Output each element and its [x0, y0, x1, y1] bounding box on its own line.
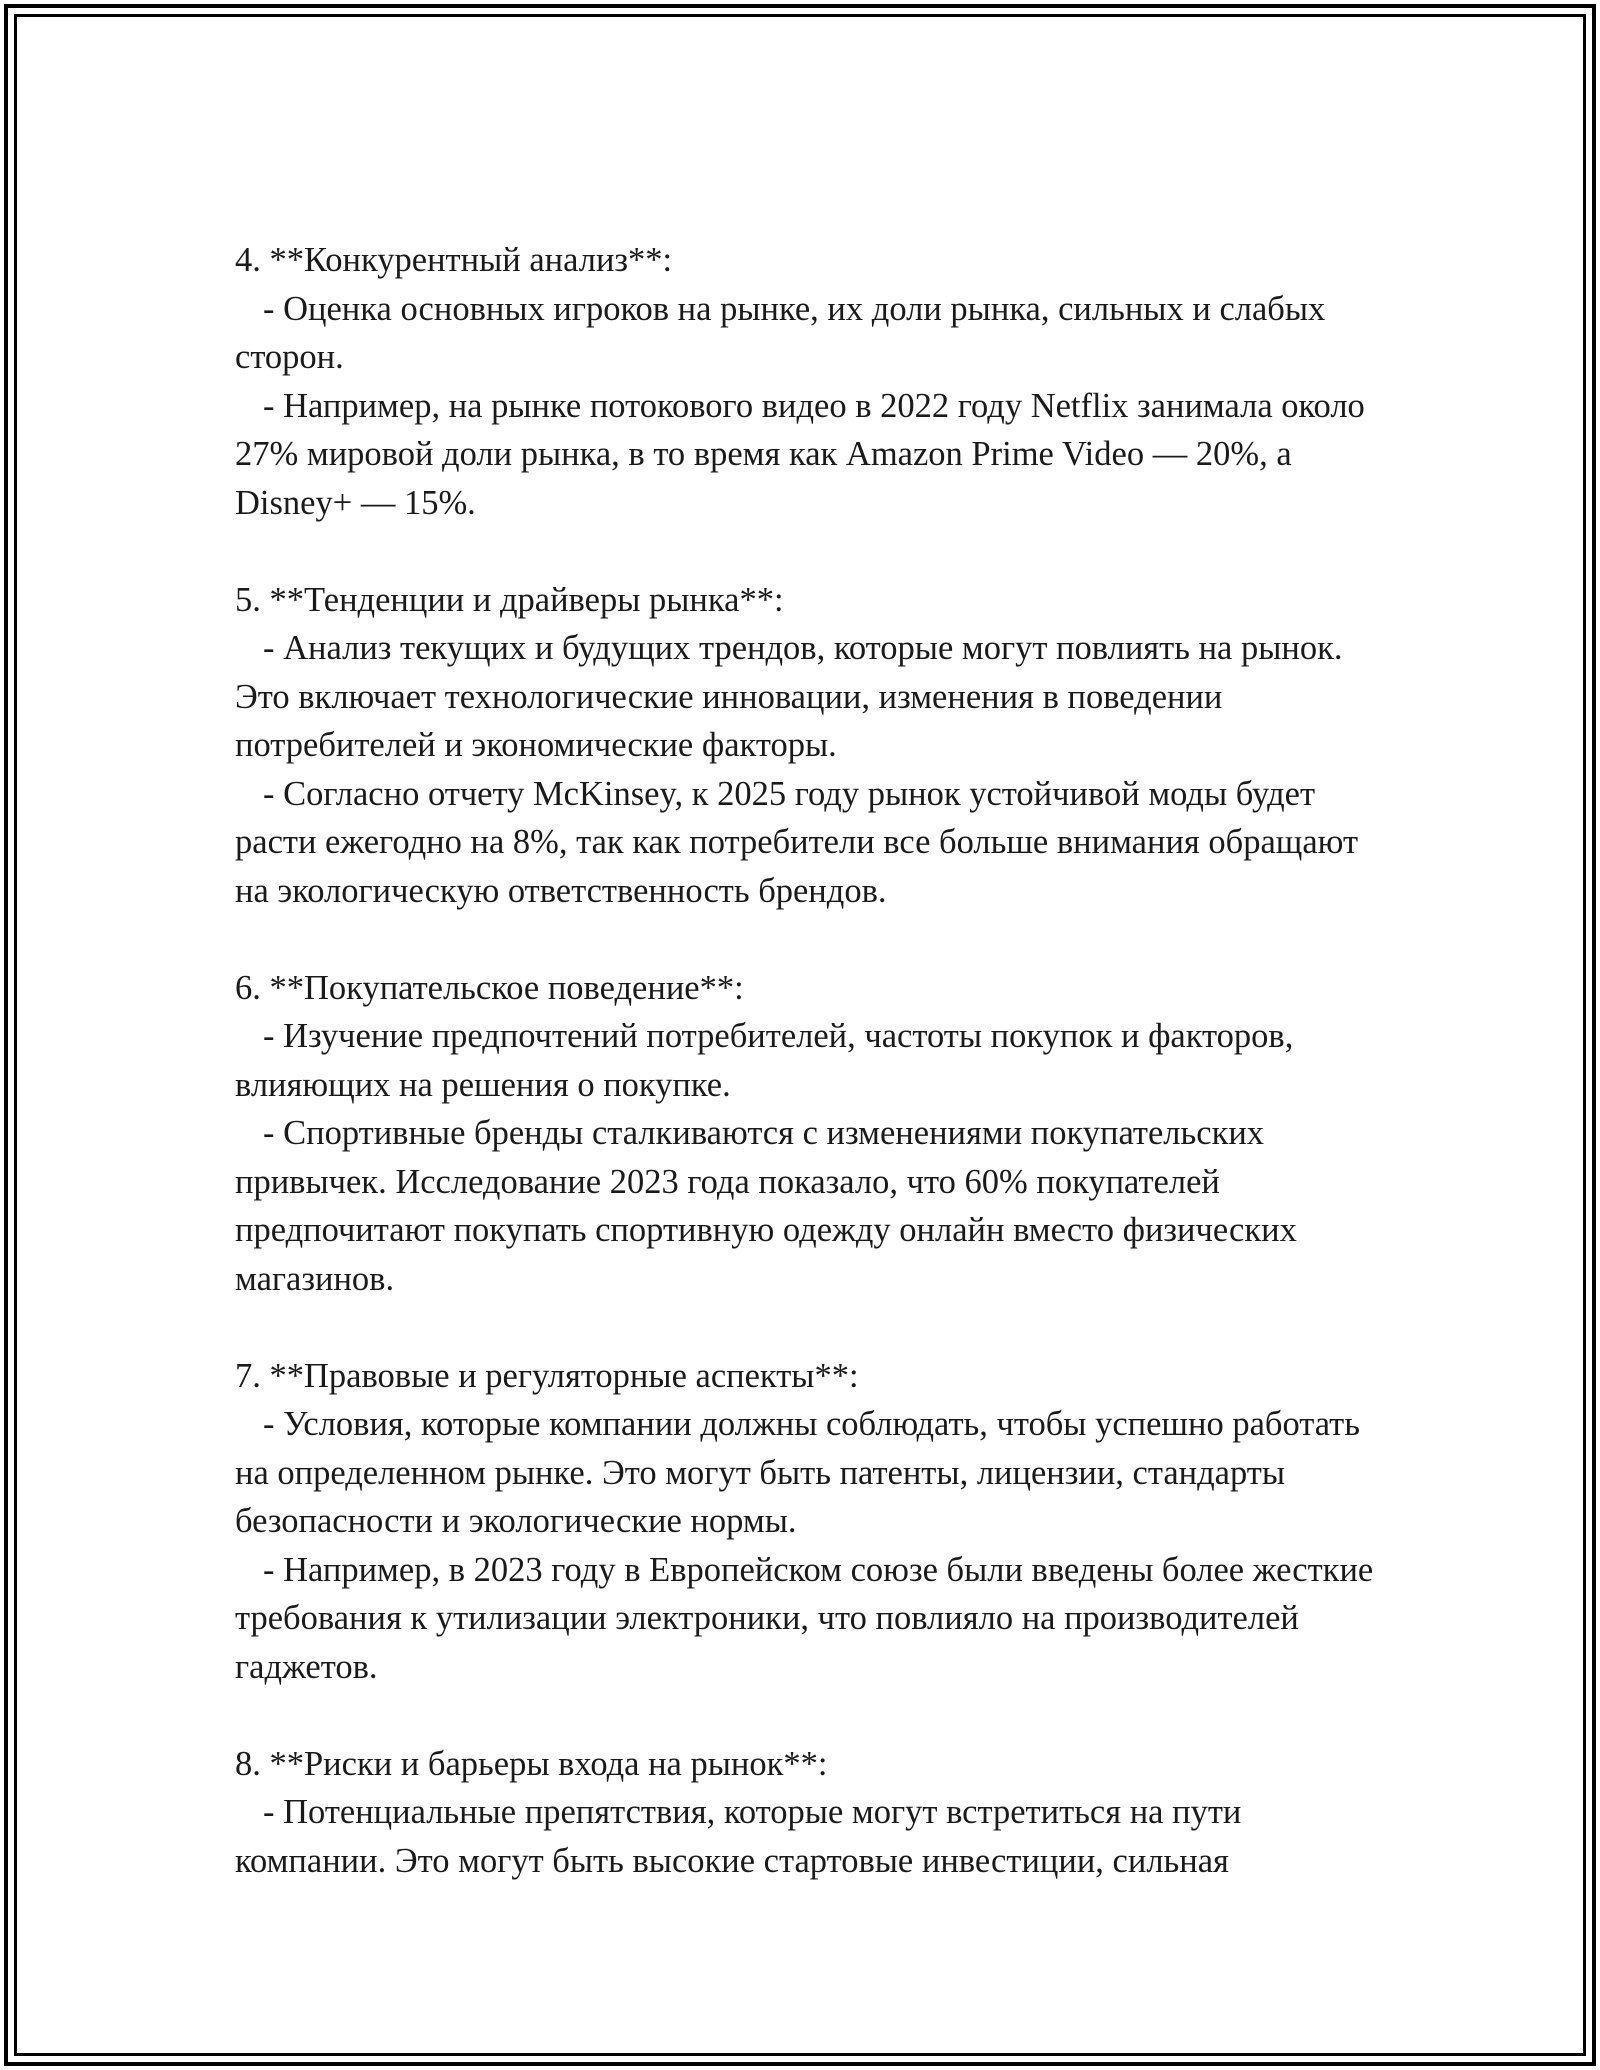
bullet-text: - Потенциальные препятствия, которые могут встретиться на пути компании. Это могут быть высокие стартовые инвестиции, сильная [235, 1793, 1242, 1880]
section-heading: 8. **Риски и барьеры входа на рынок**: [235, 1744, 828, 1783]
section-risks-barriers [235, 1740, 1395, 1886]
section-heading: 4. **Конкурентный анализ**: [235, 241, 673, 279]
section-competitive-analysis [235, 236, 1395, 527]
bullet-text: - Согласно отчету McKinsey, к 2025 году рынок устойчивой моды будет расти ежегодно на 8%, так как потребители все больше внимания обращают на экологическую ответственность брендов. [235, 774, 1359, 910]
section-market-trends [235, 576, 1395, 916]
section-heading: 5. **Тенденции и драйверы рынка**: [235, 580, 784, 619]
bullet-text: - Анализ текущих и будущих трендов, которые могут повлиять на рынок. Это включает технологические инновации, изменения в поведении потребителей и экономические факторы. [235, 629, 1343, 764]
bullet-text: - Например, на рынке потокового видео в 2022 году Netflix занимала около 27% мировой доли рынка, в то время как Amazon Prime Video — 20%, а Disney+ — 15%. [235, 386, 1365, 522]
section-heading: 7. **Правовые и регуляторные аспекты**: [235, 1356, 859, 1395]
bullet-text: - Условия, которые компании должны соблюдать, чтобы успешно работать на определенном рынке. Это могут быть патенты, лицензии, стандарты безопасности и экологические нормы. [235, 1405, 1360, 1540]
document-body [235, 236, 1395, 1934]
bullet-text: - Изучение предпочтений потребителей, частоты покупок и факторов, влияющих на решения о покупке. [235, 1017, 1294, 1104]
section-heading: 6. **Покупательское поведение**: [235, 968, 744, 1007]
section-legal-regulatory [235, 1352, 1395, 1692]
bullet-text: - Спортивные бренды сталкиваются с изменениями покупательских привычек. Исследование 2023 года показало, что 60% покупателей предпочитают покупать спортивную одежду онлайн вместо физических магазинов. [235, 1114, 1297, 1298]
section-buyer-behavior [235, 964, 1395, 1304]
bullet-text: - Оценка основных игроков на рынке, их доли рынка, сильных и слабых сторон. [235, 289, 1326, 376]
bullet-text: - Например, в 2023 году в Европейском союзе были введены более жесткие требования к утилизации электроники, что повлияло на производителей гаджетов. [235, 1550, 1374, 1686]
